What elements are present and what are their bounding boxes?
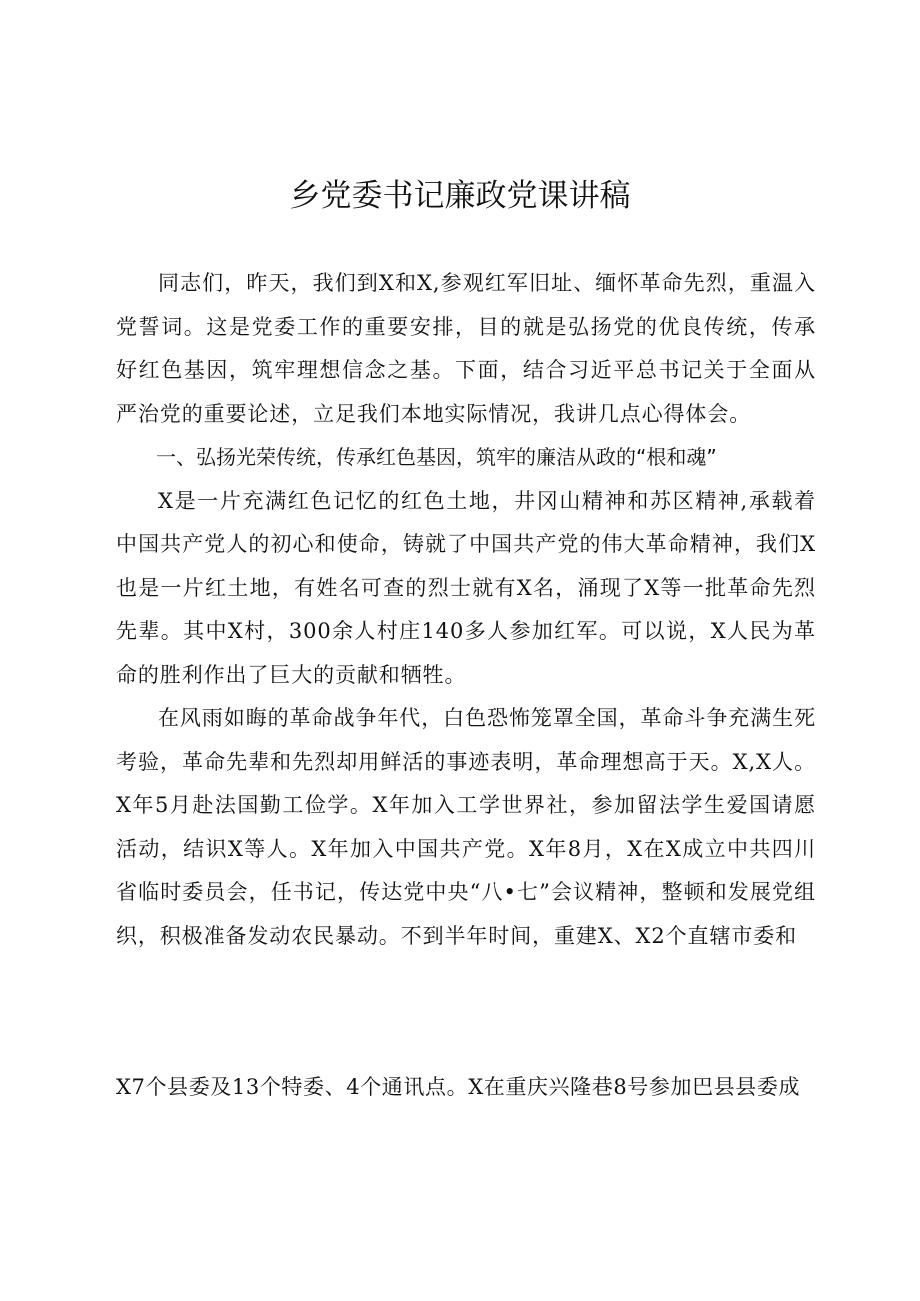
section-paragraph-2: 在风雨如晦的革命战争年代，白色恐怖笼罩全国，革命斗争充满生死考验，革命先辈和先烈却用鲜活的事迹表明，革命理想高于天。X,X人。X年5月赴法国勤工俭学。X年加入工学世界社，参加留法学生爱国请愿活动，结识X等人。X年加入中国共产党。X年8月，X在X成立中共四川省临时委员会，任书记，传达党中央“八•七”会议精神，整顿和发展党组织，积极准备发动农民暴动。不到半年时间，重建X、X2个直辖市委和 — [116, 706, 816, 948]
continuation-line: X7个县委及13个特委、4个通讯点。X在重庆兴隆巷8号参加巴县县委成 — [116, 1075, 801, 1099]
section-heading: 一、弘扬光荣传统，传承红色基因，筑牢的廉洁从政的“根和魂” — [156, 445, 717, 469]
section-paragraph-1: X是一片充满红色记忆的红色土地，井冈山精神和苏区精神,承载着中国共产党人的初心和使命，铸就了中国共产党的伟大革命精神，我们X也是一片红土地，有姓名可查的烈士就有X名，涌现了X等一批革命先烈先辈。其中X村，300余人村庄140多人参加红军。可以说，X人民为革命的胜利作出了巨大的贡献和牺牲。 — [116, 488, 816, 687]
document-title: 乡党委书记廉政党课讲稿 — [289, 178, 631, 214]
intro-paragraph: 同志们，昨天，我们到X和X,参观红军旧址、缅怀革命先烈，重温入党誓词。这是党委工作的重要安排，目的就是弘扬党的优良传统，传承好红色基因，筑牢理想信念之基。下面，结合习近平总书记关于全面从严治党的重要论述，立足我们本地实际情况，我讲几点心得体会。 — [116, 271, 816, 426]
document-body — [116, 262, 816, 958]
